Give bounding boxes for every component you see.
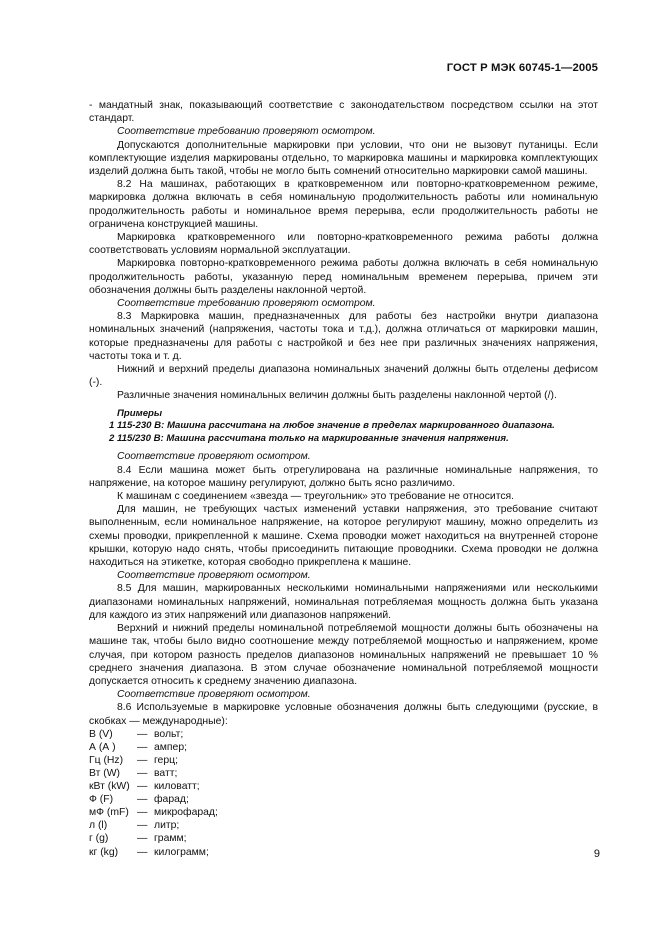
paragraph: - мандатный знак, показывающий соответствие с законодательством посредством ссылки на этот стандарт.	[89, 100, 598, 125]
compliance-note: Соответствие проверяют осмотром.	[117, 689, 311, 701]
compliance-note: Соответствие проверяют осмотром.	[117, 570, 311, 582]
unit-name: ампер;	[154, 741, 187, 753]
unit-name: герц;	[154, 754, 178, 766]
example-2: 2 115/230 В: Машина рассчитана только на маркированные значения напряжения.	[109, 432, 509, 444]
unit-dash: —	[137, 754, 148, 766]
unit-symbol: кг (kg)	[89, 846, 119, 858]
unit-symbol: л (l)	[89, 820, 108, 832]
unit-dash: —	[137, 846, 148, 858]
unit-symbol: г (g)	[89, 833, 109, 845]
paragraph: Маркировка кратковременного или повторно-кратковременного режима работы должна соответствовать условиям нормальной эксплуатации.	[89, 232, 598, 257]
unit-symbol: мФ (mF)	[89, 807, 129, 819]
compliance-note: Соответствие проверяют осмотром.	[117, 451, 311, 463]
unit-name: вольт;	[154, 728, 184, 740]
paragraph: Для машин, не требующих частых изменений уставки напряжения, это требование считают выполненным, если номинальное напряжение, на которое регулируют машину, можно определить из схемы проводки, прикрепленной к машине. Схема проводки может находиться на внутренней стороне крышки, которую надо снять, чтобы присоединить питающие проводники. Схема проводки не должна находиться на этикетке, которая свободно прикреплена к машине.	[89, 504, 598, 569]
unit-row	[89, 806, 218, 819]
units-table	[89, 728, 218, 859]
clause-8-5: 8.5 Для машин, маркированных несколькими номинальными напряжениями или несколькими диапазонами номинальных напряжений, номинальная потребляемая мощность должна быть указана для каждого из этих напряжений или диапазонов напряжений.	[89, 583, 598, 621]
paragraph: К машинам с соединением «звезда — треугольник» это требование не относится.	[117, 491, 515, 503]
unit-name: фарад;	[154, 794, 189, 806]
unit-row	[89, 767, 218, 780]
paragraph: Нижний и верхний пределы диапазона номинальных значений должны быть отделены дефисом (-).	[89, 364, 598, 389]
unit-row	[89, 728, 218, 741]
unit-dash: —	[137, 794, 148, 806]
unit-dash: —	[137, 741, 148, 753]
unit-row	[89, 819, 218, 832]
unit-dash: —	[137, 807, 148, 819]
compliance-note: Соответствие требованию проверяют осмотром.	[117, 298, 376, 310]
page-number: 9	[593, 848, 600, 860]
unit-name: литр;	[154, 820, 180, 832]
paragraph: Верхний и нижний пределы номинальной потребляемой мощности должны быть обозначены на машине так, чтобы было видно соотношение между потребляемой мощностью и напряжением, кроме случая, при котором разность пределов диапазонов номинальных напряжений не превышает 10 % среднего значения диапазона. В этом случае обозначение номинальной потребляемой мощности допускается относить к среднему значению диапазона.	[89, 623, 598, 687]
compliance-note: Соответствие требованию проверяют осмотром.	[117, 126, 376, 138]
unit-symbol: А (А )	[89, 741, 116, 753]
unit-symbol: Гц (Hz)	[89, 754, 124, 766]
unit-symbol: В (V)	[89, 728, 113, 740]
unit-dash: —	[137, 728, 148, 740]
clause-8-4: 8.4 Если машина может быть отрегулирована на различные номинальные напряжения, то напряжение, на которое машину регулируют, должно быть ясно различимо.	[89, 464, 598, 489]
clause-8-3: 8.3 Маркировка машин, предназначенных для работы без настройки внутри диапазона номинальных значений (напряжения, частоты тока и т.д.), должна отличаться от маркировки машин, которые предназначены для работы с настройкой и без нее при различных значениях напряжения, частоты тока и т. д.	[89, 311, 598, 362]
standard-code-header: ГОСТ Р МЭК 60745-1—2005	[446, 62, 598, 74]
unit-name: грамм;	[154, 833, 187, 845]
unit-row	[89, 741, 218, 754]
clause-8-6: 8.6 Используемые в маркировке условные обозначения должны быть следующими (русские, в скобках — международные):	[89, 702, 598, 727]
page-body	[89, 99, 598, 859]
unit-row	[89, 780, 218, 793]
unit-dash: —	[137, 768, 148, 779]
example-1: 1 115-230 В: Машина рассчитана на любое значение в пределах маркированного диапазона.	[109, 420, 555, 432]
unit-name: киловатт;	[154, 781, 200, 793]
unit-name: микрофарад;	[154, 807, 218, 819]
examples-heading: Примеры	[117, 407, 163, 419]
unit-row	[89, 793, 218, 806]
unit-symbol: Вт (W)	[89, 768, 120, 779]
unit-symbol: Ф (F)	[89, 794, 114, 806]
unit-name: килограмм;	[154, 846, 209, 858]
unit-dash: —	[137, 781, 148, 793]
paragraph: Различные значения номинальных величин должны быть разделены наклонной чертой (/).	[117, 390, 557, 402]
unit-row	[89, 832, 218, 845]
unit-row	[89, 846, 218, 859]
unit-dash: —	[137, 833, 148, 845]
unit-name: ватт;	[154, 768, 178, 779]
unit-symbol: кВт (kW)	[89, 781, 130, 793]
paragraph: Маркировка повторно-кратковременного режима работы должна включать в себя номинальную продолжительность работы, указанную перед номинальным временем перерыва, причем эти обозначения должны быть разделены наклонной чертой.	[89, 258, 598, 296]
clause-8-2: 8.2 На машинах, работающих в кратковременном или повторно-кратковременном режиме, маркировка должна включать в себя номинальную продолжительность работы или номинальную продолжительность работы и номинальное время перерыва, если продолжительность работы не ограничена конструкцией машины.	[89, 179, 598, 230]
paragraph: Допускаются дополнительные маркировки при условии, что они не вызовут путаницы. Если комплектующие изделия маркированы отдельно, то маркировка машины и маркировка комплектующих изделий должна быть такой, чтобы не могло быть сомнений относительно маркировки самой машины.	[89, 139, 598, 178]
unit-dash: —	[137, 820, 148, 832]
unit-row	[89, 754, 218, 767]
